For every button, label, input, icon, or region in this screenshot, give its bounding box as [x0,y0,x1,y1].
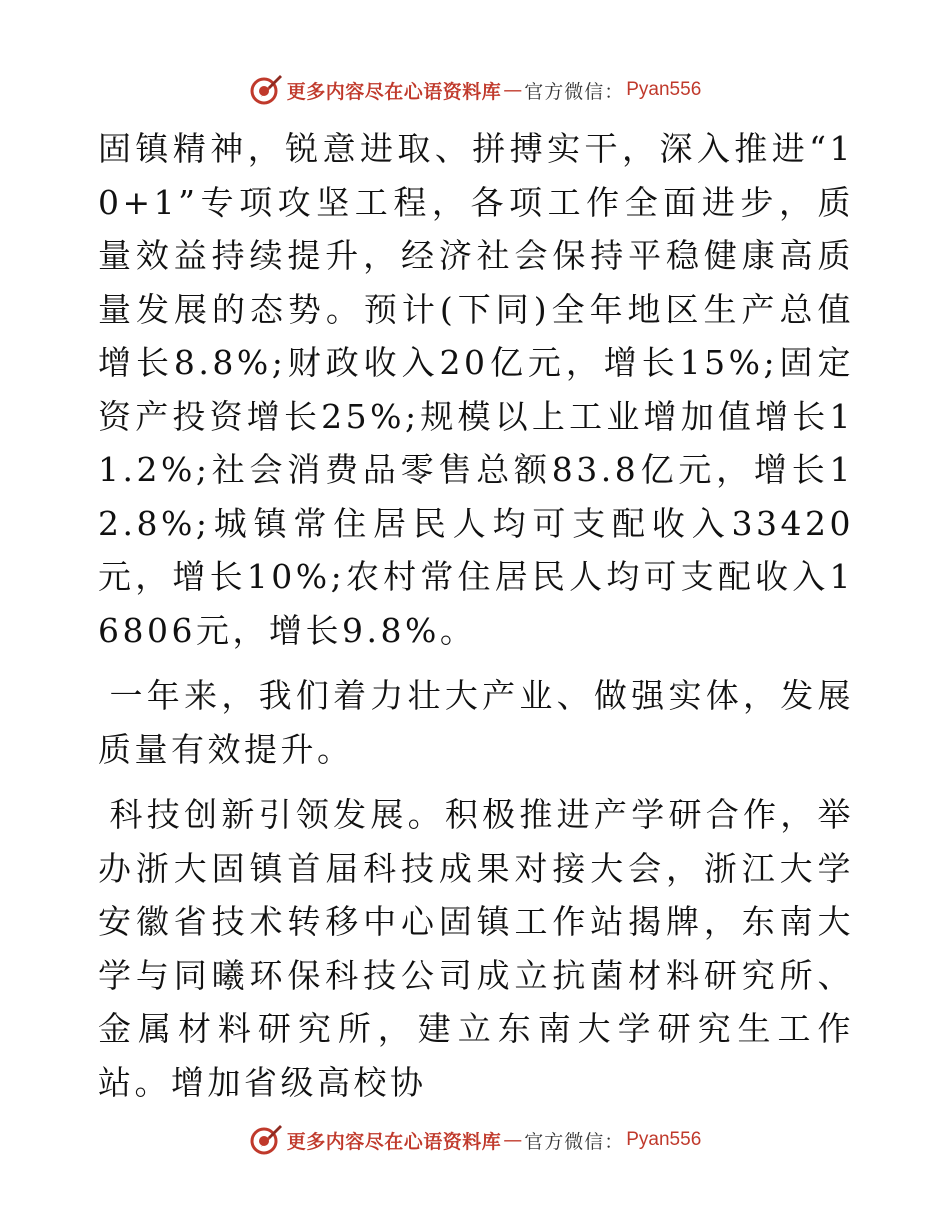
quill-seal-logo-icon [249,73,283,107]
banner-site-text: 更多内容尽在心语资料库 [286,1130,502,1153]
banner-wechat-handle: Pyan556 [626,79,702,100]
banner-wechat-label: 官方微信： [524,1130,625,1153]
header-watermark-banner [0,70,950,110]
document-body [98,122,854,1121]
banner-dash: — [503,1129,523,1151]
banner-dash: — [503,79,523,101]
paragraph-industry: 一年来，我们着力壮大产业、做强实体，发展质量有效提升。 [98,676,854,769]
banner-wechat-handle: Pyan556 [626,1129,702,1150]
paragraph-summary: 固镇精神，锐意进取、拼搏实干，深入推进“10+1”专项攻坚工程，各项工作全面进步，质量效益持续提升，经济社会保持平稳健康高质量发展的态势。预计(下同)全年地区生产总值增长8.8%;财政收入20亿元，增长15%;固定资产投资增长25%;规模以上工业增加值增长11.2%;社会消费品零售总额83.8亿元，增长12.8%;城镇常住居民人均可支配收入33420元，增长10%;农村常住居民人均可支配收入16806元，增长9.8%。 [98,129,854,650]
banner-wechat-label: 官方微信： [524,80,625,103]
footer-watermark-banner [0,1120,950,1160]
paragraph-technology: 科技创新引领发展。积极推进产学研合作，举办浙大固镇首届科技成果对接大会，浙江大学安徽省技术转移中心固镇工作站揭牌，东南大学与同曦环保科技公司成立抗菌材料研究所、金属材料研究所，建立东南大学研究生工作站。增加省级高校协 [98,795,854,1102]
quill-seal-logo-icon [249,1123,283,1157]
banner-site-text: 更多内容尽在心语资料库 [286,80,502,103]
